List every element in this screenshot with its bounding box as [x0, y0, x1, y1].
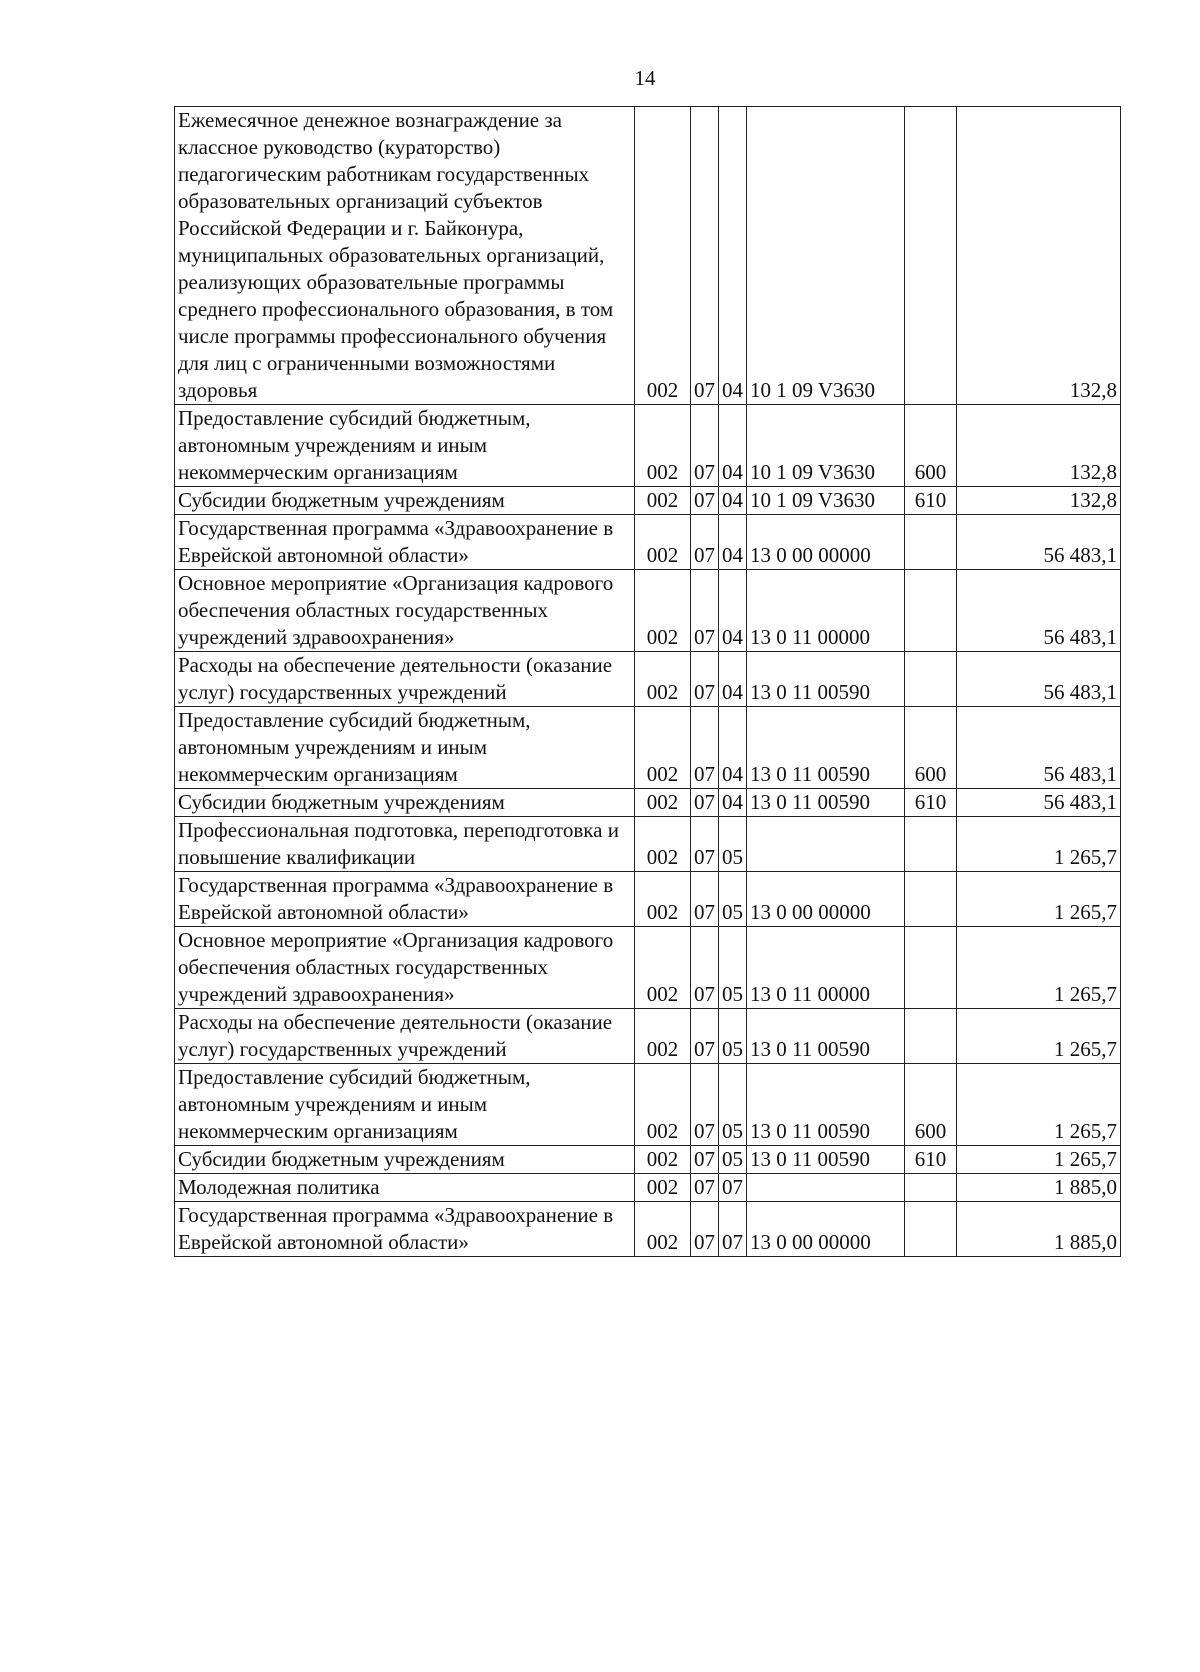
expense-name-cell: Расходы на обеспечение деятельности (оказание услуг) государственных учреждений	[175, 652, 635, 707]
ministry-code-cell: 002	[635, 652, 691, 707]
expense-name-cell: Субсидии бюджетным учреждениям	[175, 487, 635, 515]
amount-cell: 56 483,1	[957, 707, 1121, 789]
expense-type-cell: 600	[905, 707, 957, 789]
table-row	[175, 707, 1121, 789]
expense-type-cell: 610	[905, 789, 957, 817]
subsection-code-cell: 07	[719, 1202, 747, 1257]
amount-cell: 1 265,7	[957, 1146, 1121, 1174]
amount-cell: 56 483,1	[957, 789, 1121, 817]
section-code-cell: 07	[691, 570, 719, 652]
subsection-code-cell: 05	[719, 817, 747, 872]
expense-type-cell	[905, 570, 957, 652]
target-article-cell: 13 0 11 00000	[747, 927, 905, 1009]
target-article-cell	[747, 1174, 905, 1202]
ministry-code-cell: 002	[635, 789, 691, 817]
amount-cell: 56 483,1	[957, 570, 1121, 652]
expense-type-cell	[905, 872, 957, 927]
table-row	[175, 1202, 1121, 1257]
expense-name-cell: Расходы на обеспечение деятельности (оказание услуг) государственных учреждений	[175, 1009, 635, 1064]
expense-name-cell: Государственная программа «Здравоохранение в Еврейской автономной области»	[175, 515, 635, 570]
expense-type-cell	[905, 1174, 957, 1202]
ministry-code-cell: 002	[635, 927, 691, 1009]
expense-name-cell: Субсидии бюджетным учреждениям	[175, 789, 635, 817]
table-row	[175, 515, 1121, 570]
subsection-code-cell: 04	[719, 515, 747, 570]
expense-name-cell: Профессиональная подготовка, переподготовка и повышение квалификации	[175, 817, 635, 872]
expense-type-cell	[905, 927, 957, 1009]
ministry-code-cell: 002	[635, 515, 691, 570]
expense-name-cell: Молодежная политика	[175, 1174, 635, 1202]
expense-type-cell: 600	[905, 405, 957, 487]
target-article-cell: 13 0 00 00000	[747, 872, 905, 927]
subsection-code-cell: 04	[719, 487, 747, 515]
section-code-cell: 07	[691, 405, 719, 487]
section-code-cell: 07	[691, 652, 719, 707]
ministry-code-cell: 002	[635, 487, 691, 515]
target-article-cell: 13 0 11 00590	[747, 1146, 905, 1174]
table-row	[175, 817, 1121, 872]
table-row	[175, 1146, 1121, 1174]
expense-name-cell: Субсидии бюджетным учреждениям	[175, 1146, 635, 1174]
amount-cell: 1 265,7	[957, 817, 1121, 872]
expense-type-cell: 610	[905, 1146, 957, 1174]
amount-cell: 1 885,0	[957, 1202, 1121, 1257]
subsection-code-cell: 05	[719, 1009, 747, 1064]
table-row	[175, 1174, 1121, 1202]
target-article-cell: 13 0 00 00000	[747, 515, 905, 570]
section-code-cell: 07	[691, 1174, 719, 1202]
section-code-cell: 07	[691, 515, 719, 570]
subsection-code-cell: 04	[719, 652, 747, 707]
amount-cell: 132,8	[957, 487, 1121, 515]
expense-name-cell: Предоставление субсидий бюджетным, автономным учреждениям и иным некоммерческим организациям	[175, 405, 635, 487]
target-article-cell: 13 0 11 00590	[747, 789, 905, 817]
ministry-code-cell: 002	[635, 872, 691, 927]
ministry-code-cell: 002	[635, 817, 691, 872]
budget-table	[174, 106, 1121, 1257]
expense-name-cell: Основное мероприятие «Организация кадрового обеспечения областных государственных учреждений здравоохранения»	[175, 570, 635, 652]
ministry-code-cell: 002	[635, 1202, 691, 1257]
expense-type-cell	[905, 1202, 957, 1257]
amount-cell: 132,8	[957, 405, 1121, 487]
section-code-cell: 07	[691, 872, 719, 927]
target-article-cell: 13 0 11 00000	[747, 570, 905, 652]
ministry-code-cell: 002	[635, 1174, 691, 1202]
subsection-code-cell: 04	[719, 107, 747, 405]
ministry-code-cell: 002	[635, 405, 691, 487]
target-article-cell: 10 1 09 V3630	[747, 487, 905, 515]
section-code-cell: 07	[691, 1146, 719, 1174]
table-row	[175, 789, 1121, 817]
amount-cell: 1 265,7	[957, 1064, 1121, 1146]
expense-type-cell: 610	[905, 487, 957, 515]
target-article-cell: 13 0 00 00000	[747, 1202, 905, 1257]
page-number: 14	[634, 66, 656, 90]
ministry-code-cell: 002	[635, 1009, 691, 1064]
section-code-cell: 07	[691, 789, 719, 817]
target-article-cell: 10 1 09 V3630	[747, 107, 905, 405]
section-code-cell: 07	[691, 1202, 719, 1257]
subsection-code-cell: 05	[719, 1064, 747, 1146]
subsection-code-cell: 05	[719, 1146, 747, 1174]
amount-cell: 1 265,7	[957, 927, 1121, 1009]
ministry-code-cell: 002	[635, 707, 691, 789]
subsection-code-cell: 04	[719, 707, 747, 789]
ministry-code-cell: 002	[635, 1146, 691, 1174]
amount-cell: 1 265,7	[957, 872, 1121, 927]
table-row	[175, 652, 1121, 707]
target-article-cell: 13 0 11 00590	[747, 1009, 905, 1064]
subsection-code-cell: 04	[719, 570, 747, 652]
expense-name-cell: Основное мероприятие «Организация кадрового обеспечения областных государственных учреждений здравоохранения»	[175, 927, 635, 1009]
table-row	[175, 1064, 1121, 1146]
subsection-code-cell: 05	[719, 872, 747, 927]
ministry-code-cell: 002	[635, 107, 691, 405]
table-row	[175, 1009, 1121, 1064]
target-article-cell	[747, 817, 905, 872]
table-row	[175, 927, 1121, 1009]
ministry-code-cell: 002	[635, 1064, 691, 1146]
expense-type-cell	[905, 107, 957, 405]
expense-type-cell	[905, 652, 957, 707]
expense-name-cell: Ежемесячное денежное вознаграждение за классное руководство (кураторство) педагогическим работникам государственных образовательных организаций субъектов Российской Федерации и г. Байконура, муниципальных образовательных организаций, реализующих образовательные программы среднего профессионального образования, в том числе программы профессионального обучения для лиц с ограниченными возможностями здоровья	[175, 107, 635, 405]
subsection-code-cell: 07	[719, 1174, 747, 1202]
expense-type-cell	[905, 515, 957, 570]
amount-cell: 56 483,1	[957, 652, 1121, 707]
subsection-code-cell: 04	[719, 789, 747, 817]
target-article-cell: 10 1 09 V3630	[747, 405, 905, 487]
target-article-cell: 13 0 11 00590	[747, 652, 905, 707]
amount-cell: 1 885,0	[957, 1174, 1121, 1202]
section-code-cell: 07	[691, 817, 719, 872]
subsection-code-cell: 04	[719, 405, 747, 487]
table-row	[175, 872, 1121, 927]
expense-name-cell: Предоставление субсидий бюджетным, автономным учреждениям и иным некоммерческим организациям	[175, 1064, 635, 1146]
section-code-cell: 07	[691, 707, 719, 789]
section-code-cell: 07	[691, 1064, 719, 1146]
subsection-code-cell: 05	[719, 927, 747, 1009]
amount-cell: 132,8	[957, 107, 1121, 405]
target-article-cell: 13 0 11 00590	[747, 707, 905, 789]
expense-type-cell	[905, 1009, 957, 1064]
budget-table-body	[175, 107, 1121, 1257]
ministry-code-cell: 002	[635, 570, 691, 652]
expense-type-cell: 600	[905, 1064, 957, 1146]
expense-type-cell	[905, 817, 957, 872]
target-article-cell: 13 0 11 00590	[747, 1064, 905, 1146]
expense-name-cell: Предоставление субсидий бюджетным, автономным учреждениям и иным некоммерческим организациям	[175, 707, 635, 789]
table-row	[175, 107, 1121, 405]
table-row	[175, 405, 1121, 487]
table-row	[175, 487, 1121, 515]
expense-name-cell: Государственная программа «Здравоохранение в Еврейской автономной области»	[175, 872, 635, 927]
section-code-cell: 07	[691, 487, 719, 515]
table-row	[175, 570, 1121, 652]
amount-cell: 1 265,7	[957, 1009, 1121, 1064]
section-code-cell: 07	[691, 927, 719, 1009]
expense-name-cell: Государственная программа «Здравоохранение в Еврейской автономной области»	[175, 1202, 635, 1257]
section-code-cell: 07	[691, 1009, 719, 1064]
section-code-cell: 07	[691, 107, 719, 405]
amount-cell: 56 483,1	[957, 515, 1121, 570]
